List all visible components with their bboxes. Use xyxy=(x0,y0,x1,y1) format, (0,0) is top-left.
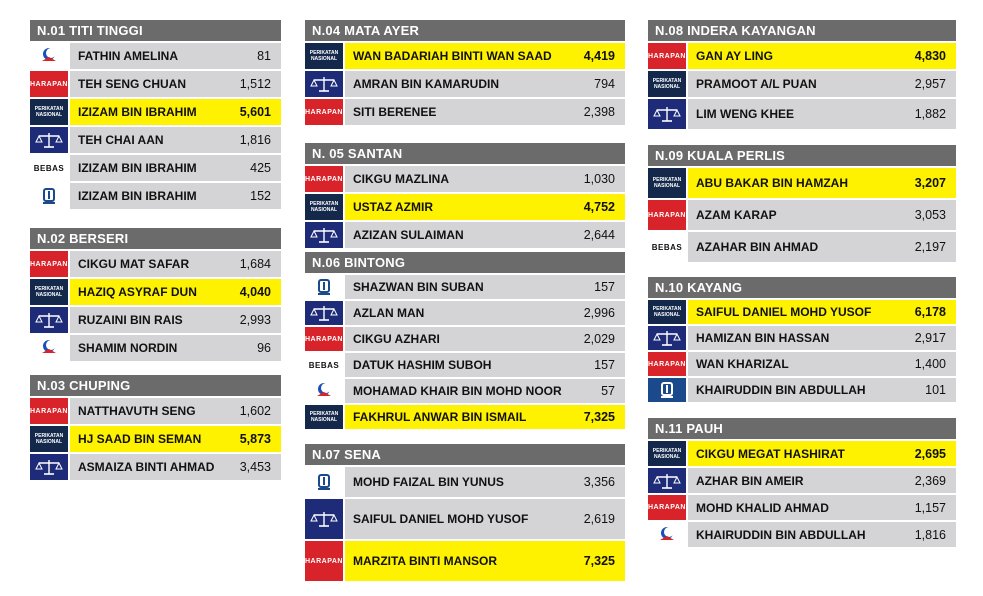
candidate-name: IZIZAM BIN IBRAHIM xyxy=(78,105,197,119)
candidate-name: SHAMIM NORDIN xyxy=(78,341,178,355)
constituency-panel xyxy=(648,418,956,549)
candidate-name: KHAIRUDDIN BIN ABDULLAH xyxy=(696,527,866,542)
constituency-panel xyxy=(30,20,281,211)
vote-count: 96 xyxy=(257,341,271,355)
bn-scale-logo xyxy=(648,99,686,129)
harapan-logo: HARAPAN xyxy=(648,200,686,230)
candidate-row xyxy=(30,307,281,333)
candidate-name: SITI BERENEE xyxy=(353,105,437,119)
perikatan-logo: PERIKATAN NASIONAL xyxy=(648,71,686,97)
candidate-cell xyxy=(345,353,625,377)
candidate-cell xyxy=(688,522,956,547)
candidate-name: SAIFUL DANIEL MOHD YUSOF xyxy=(353,512,529,526)
winner-cell xyxy=(345,43,625,69)
vote-count: 57 xyxy=(601,384,615,398)
harapan-logo: HARAPAN xyxy=(305,99,343,125)
winner-cell xyxy=(345,541,625,581)
candidate-row xyxy=(30,71,281,97)
candidate-name: MARZITA BINTI MANSOR xyxy=(353,554,497,568)
winner-cell xyxy=(688,168,956,198)
moon-icon xyxy=(313,381,335,401)
candidate-cell xyxy=(688,232,956,262)
vote-count: 4,752 xyxy=(583,200,615,214)
vote-count: 152 xyxy=(250,189,271,203)
candidate-cell xyxy=(70,335,281,361)
candidate-name: ABU BAKAR BIN HAMZAH xyxy=(696,176,848,190)
candidate-name: PRAMOOT A/L PUAN xyxy=(696,77,817,91)
candidate-row xyxy=(30,335,281,361)
candidate-name: CIKGU MAT SAFAR xyxy=(78,257,190,271)
candidate-name: WAN KHARIZAL xyxy=(696,357,789,371)
vote-count: 3,053 xyxy=(914,208,946,222)
candidate-name: AZLAN MAN xyxy=(353,306,425,320)
candidate-row xyxy=(305,194,625,220)
candidate-cell xyxy=(688,99,956,129)
constituency-panel xyxy=(305,252,625,431)
candidate-name: AZAM KARAP xyxy=(696,208,777,222)
candidate-row xyxy=(648,43,956,69)
vote-count: 4,830 xyxy=(914,49,946,63)
candidate-name: FATHIN AMELINA xyxy=(78,49,178,63)
vote-count: 5,601 xyxy=(239,105,271,119)
candidate-row xyxy=(648,522,956,547)
candidate-cell xyxy=(70,71,281,97)
candidate-row xyxy=(648,300,956,324)
candidate-row xyxy=(648,441,956,466)
candidate-row xyxy=(305,43,625,69)
candidate-cell xyxy=(688,378,956,402)
constituency-title: N.07 SENA xyxy=(305,444,625,465)
vote-count: 2,644 xyxy=(583,228,615,242)
vote-count: 4,419 xyxy=(583,49,615,63)
vote-count: 2,917 xyxy=(914,331,946,345)
candidate-row xyxy=(305,353,625,377)
bebas-logo: BEBAS xyxy=(305,353,343,377)
vote-count: 1,157 xyxy=(914,500,946,515)
candidate-name: MOHD KHALID AHMAD xyxy=(696,500,829,515)
candidate-row xyxy=(305,71,625,97)
candidate-name: FAKHRUL ANWAR BIN ISMAIL xyxy=(353,410,527,424)
candidate-name: CIKGU MEGAT HASHIRAT xyxy=(696,446,845,461)
harapan-logo: HARAPAN xyxy=(305,166,343,192)
candidate-name: DATUK HASHIM SUBOH xyxy=(353,358,492,372)
constituency-panel xyxy=(30,228,281,363)
bn-scale-logo xyxy=(305,71,343,97)
winner-cell xyxy=(345,194,625,220)
constituency-title: N.03 CHUPING xyxy=(30,375,281,396)
vote-count: 2,619 xyxy=(583,512,615,526)
candidate-row xyxy=(648,200,956,230)
candidate-row xyxy=(648,468,956,493)
candidate-row xyxy=(30,183,281,209)
candidate-cell xyxy=(688,200,956,230)
moon-icon xyxy=(38,46,60,66)
vote-count: 1,684 xyxy=(239,257,271,271)
moon-icon xyxy=(38,338,60,358)
vote-count: 5,873 xyxy=(239,432,271,446)
candidate-cell xyxy=(688,468,956,493)
candidate-cell xyxy=(70,307,281,333)
candidate-row xyxy=(30,155,281,181)
candidate-name: AZAHAR BIN AHMAD xyxy=(696,240,819,254)
vote-count: 1,512 xyxy=(239,77,271,91)
vote-count: 2,993 xyxy=(239,313,271,327)
candidate-name: HAZIQ ASYRAF DUN xyxy=(78,285,197,299)
candidate-row xyxy=(305,327,625,351)
candidate-row xyxy=(648,99,956,129)
perikatan-logo: PERIKATAN NASIONAL xyxy=(648,441,686,466)
candidate-cell xyxy=(688,326,956,350)
candidate-cell xyxy=(70,251,281,277)
candidate-name: RUZAINI BIN RAIS xyxy=(78,313,183,327)
candidate-cell xyxy=(345,379,625,403)
bn-scale-logo xyxy=(30,307,68,333)
winner-cell xyxy=(688,43,956,69)
constituency-panel xyxy=(648,277,956,404)
candidate-cell xyxy=(70,127,281,153)
candidate-name: ASMAIZA BINTI AHMAD xyxy=(78,460,215,474)
candidate-row xyxy=(305,541,625,581)
constituency-panel xyxy=(305,444,625,583)
candidate-cell xyxy=(70,183,281,209)
candidate-row xyxy=(648,378,956,402)
candidate-cell xyxy=(345,301,625,325)
vote-count: 1,400 xyxy=(914,357,946,371)
candidate-cell xyxy=(345,327,625,351)
vote-count: 157 xyxy=(594,280,615,294)
candidate-row xyxy=(30,43,281,69)
candidate-name: HJ SAAD BIN SEMAN xyxy=(78,432,202,446)
candidate-row xyxy=(30,99,281,125)
vote-count: 1,816 xyxy=(239,133,271,147)
candidate-name: USTAZ AZMIR xyxy=(353,200,433,214)
candidate-cell xyxy=(70,454,281,480)
candidate-name: SHAZWAN BIN SUBAN xyxy=(353,280,484,294)
candidate-name: HAMIZAN BIN HASSAN xyxy=(696,331,830,345)
candidate-name: SAIFUL DANIEL MOHD YUSOF xyxy=(696,305,872,319)
vote-count: 3,453 xyxy=(239,460,271,474)
harapan-logo: HARAPAN xyxy=(648,495,686,520)
scale-icon xyxy=(309,75,339,93)
bn-scale-logo xyxy=(305,499,343,539)
bn-scale-logo xyxy=(648,468,686,493)
pejuang-icon xyxy=(40,187,58,205)
candidate-cell xyxy=(345,166,625,192)
candidate-name: MOHD FAIZAL BIN YUNUS xyxy=(353,475,504,489)
perikatan-logo: PERIKATAN NASIONAL xyxy=(30,426,68,452)
candidate-name: IZIZAM BIN IBRAHIM xyxy=(78,189,197,203)
bulan-logo xyxy=(305,379,343,403)
candidate-name: TEH SENG CHUAN xyxy=(78,77,187,91)
winner-cell xyxy=(70,279,281,305)
constituency-title: N.11 PAUH xyxy=(648,418,956,439)
winner-cell xyxy=(345,405,625,429)
vote-count: 7,325 xyxy=(583,554,615,568)
pejuang-logo xyxy=(305,467,343,497)
vote-count: 2,996 xyxy=(583,306,615,320)
candidate-row xyxy=(30,251,281,277)
candidate-row xyxy=(305,379,625,403)
perikatan-logo: PERIKATAN NASIONAL xyxy=(305,194,343,220)
vote-count: 7,325 xyxy=(583,410,615,424)
scale-icon xyxy=(34,131,64,149)
constituency-title: N.02 BERSERI xyxy=(30,228,281,249)
vote-count: 2,369 xyxy=(914,473,946,488)
vote-count: 2,398 xyxy=(583,105,615,119)
bn-scale-logo xyxy=(648,326,686,350)
perikatan-logo: PERIKATAN NASIONAL xyxy=(30,99,68,125)
candidate-row xyxy=(30,279,281,305)
constituency-title: N.09 KUALA PERLIS xyxy=(648,145,956,166)
constituency-panel xyxy=(305,143,625,250)
candidate-row xyxy=(305,222,625,248)
candidate-cell xyxy=(345,99,625,125)
constituency-panel xyxy=(30,375,281,482)
constituency-title: N.10 KAYANG xyxy=(648,277,956,298)
vote-count: 2,197 xyxy=(914,240,946,254)
scale-icon xyxy=(652,329,682,347)
pejuang-icon xyxy=(315,278,333,296)
candidate-name: LIM WENG KHEE xyxy=(696,107,794,121)
vote-count: 81 xyxy=(257,49,271,63)
harapan-logo: HARAPAN xyxy=(305,541,343,581)
constituency-panel xyxy=(648,20,956,131)
bn-scale-logo xyxy=(305,222,343,248)
candidate-row xyxy=(648,495,956,520)
winner-cell xyxy=(70,426,281,452)
candidate-row xyxy=(305,301,625,325)
pejuang-icon xyxy=(658,381,676,399)
scale-icon xyxy=(652,472,682,490)
scale-icon xyxy=(34,458,64,476)
vote-count: 2,029 xyxy=(583,332,615,346)
candidate-row xyxy=(30,398,281,424)
candidate-cell xyxy=(688,495,956,520)
candidate-name: NATTHAVUTH SENG xyxy=(78,404,196,418)
candidate-row xyxy=(648,326,956,350)
bulan-logo xyxy=(30,335,68,361)
bn-scale-logo xyxy=(305,301,343,325)
candidate-row xyxy=(305,275,625,299)
winner-cell xyxy=(688,441,956,466)
constituency-title: N.06 BINTONG xyxy=(305,252,625,273)
vote-count: 4,040 xyxy=(239,285,271,299)
candidate-cell xyxy=(70,155,281,181)
vote-count: 1,030 xyxy=(583,172,615,186)
vote-count: 425 xyxy=(250,161,271,175)
bulan-logo xyxy=(648,522,686,547)
perikatan-logo: PERIKATAN NASIONAL xyxy=(648,300,686,324)
candidate-row xyxy=(305,499,625,539)
constituency-title: N. 05 SANTAN xyxy=(305,143,625,164)
vote-count: 157 xyxy=(594,358,615,372)
vote-count: 1,882 xyxy=(914,107,946,121)
perikatan-logo: PERIKATAN NASIONAL xyxy=(648,168,686,198)
constituency-panel xyxy=(648,145,956,264)
vote-count: 3,356 xyxy=(583,475,615,489)
harapan-logo: HARAPAN xyxy=(648,43,686,69)
harapan-logo: HARAPAN xyxy=(305,327,343,351)
bebas-logo: BEBAS xyxy=(648,232,686,262)
scale-icon xyxy=(34,311,64,329)
bn-scale-logo xyxy=(30,127,68,153)
harapan-logo: HARAPAN xyxy=(648,352,686,376)
perikatan-logo: PERIKATAN NASIONAL xyxy=(305,405,343,429)
perikatan-logo: PERIKATAN NASIONAL xyxy=(305,43,343,69)
candidate-row xyxy=(305,405,625,429)
pejuang-icon xyxy=(315,473,333,491)
winner-cell xyxy=(688,300,956,324)
candidate-name: MOHAMAD KHAIR BIN MOHD NOOR xyxy=(353,384,562,398)
candidate-name: GAN AY LING xyxy=(696,49,773,63)
harapan-logo: HARAPAN xyxy=(30,251,68,277)
candidate-cell xyxy=(345,71,625,97)
constituency-title: N.04 MATA AYER xyxy=(305,20,625,41)
harapan-logo: HARAPAN xyxy=(30,398,68,424)
pejuang-logo xyxy=(30,183,68,209)
candidate-name: TEH CHAI AAN xyxy=(78,133,164,147)
scale-icon xyxy=(309,510,339,528)
candidate-cell xyxy=(345,222,625,248)
perikatan-logo: PERIKATAN NASIONAL xyxy=(30,279,68,305)
bn-scale-logo xyxy=(30,454,68,480)
vote-count: 794 xyxy=(594,77,615,91)
candidate-cell xyxy=(688,352,956,376)
candidate-name: CIKGU MAZLINA xyxy=(353,172,449,186)
scale-icon xyxy=(309,226,339,244)
scale-icon xyxy=(652,105,682,123)
candidate-cell xyxy=(345,467,625,497)
candidate-row xyxy=(305,467,625,497)
vote-count: 1,816 xyxy=(914,527,946,542)
pejuang-logo xyxy=(648,378,686,402)
vote-count: 101 xyxy=(925,383,946,397)
moon-icon xyxy=(656,525,678,545)
candidate-cell xyxy=(70,43,281,69)
candidate-cell xyxy=(345,499,625,539)
bebas-logo: BEBAS xyxy=(30,155,68,181)
candidate-row xyxy=(30,127,281,153)
candidate-cell xyxy=(688,71,956,97)
vote-count: 6,178 xyxy=(914,305,946,319)
candidate-row xyxy=(648,168,956,198)
scale-icon xyxy=(309,304,339,322)
candidate-cell xyxy=(345,275,625,299)
candidate-name: AMRAN BIN KAMARUDIN xyxy=(353,77,499,91)
constituency-panel xyxy=(305,20,625,127)
candidate-name: IZIZAM BIN IBRAHIM xyxy=(78,161,197,175)
vote-count: 2,695 xyxy=(914,446,946,461)
candidate-name: KHAIRUDDIN BIN ABDULLAH xyxy=(696,383,866,397)
candidate-row xyxy=(648,71,956,97)
candidate-name: AZHAR BIN AMEIR xyxy=(696,473,804,488)
bulan-logo xyxy=(30,43,68,69)
pejuang-logo xyxy=(305,275,343,299)
candidate-cell xyxy=(70,398,281,424)
constituency-title: N.08 INDERA KAYANGAN xyxy=(648,20,956,41)
candidate-row xyxy=(305,166,625,192)
candidate-row xyxy=(648,232,956,262)
candidate-name: WAN BADARIAH BINTI WAN SAAD xyxy=(353,49,552,63)
candidate-row xyxy=(305,99,625,125)
candidate-name: AZIZAN SULAIMAN xyxy=(353,228,464,242)
vote-count: 3,207 xyxy=(914,176,946,190)
candidate-row xyxy=(30,454,281,480)
candidate-name: CIKGU AZHARI xyxy=(353,332,440,346)
candidate-row xyxy=(648,352,956,376)
harapan-logo: HARAPAN xyxy=(30,71,68,97)
constituency-title: N.01 TITI TINGGI xyxy=(30,20,281,41)
winner-cell xyxy=(70,99,281,125)
vote-count: 2,957 xyxy=(914,77,946,91)
vote-count: 1,602 xyxy=(239,404,271,418)
candidate-row xyxy=(30,426,281,452)
